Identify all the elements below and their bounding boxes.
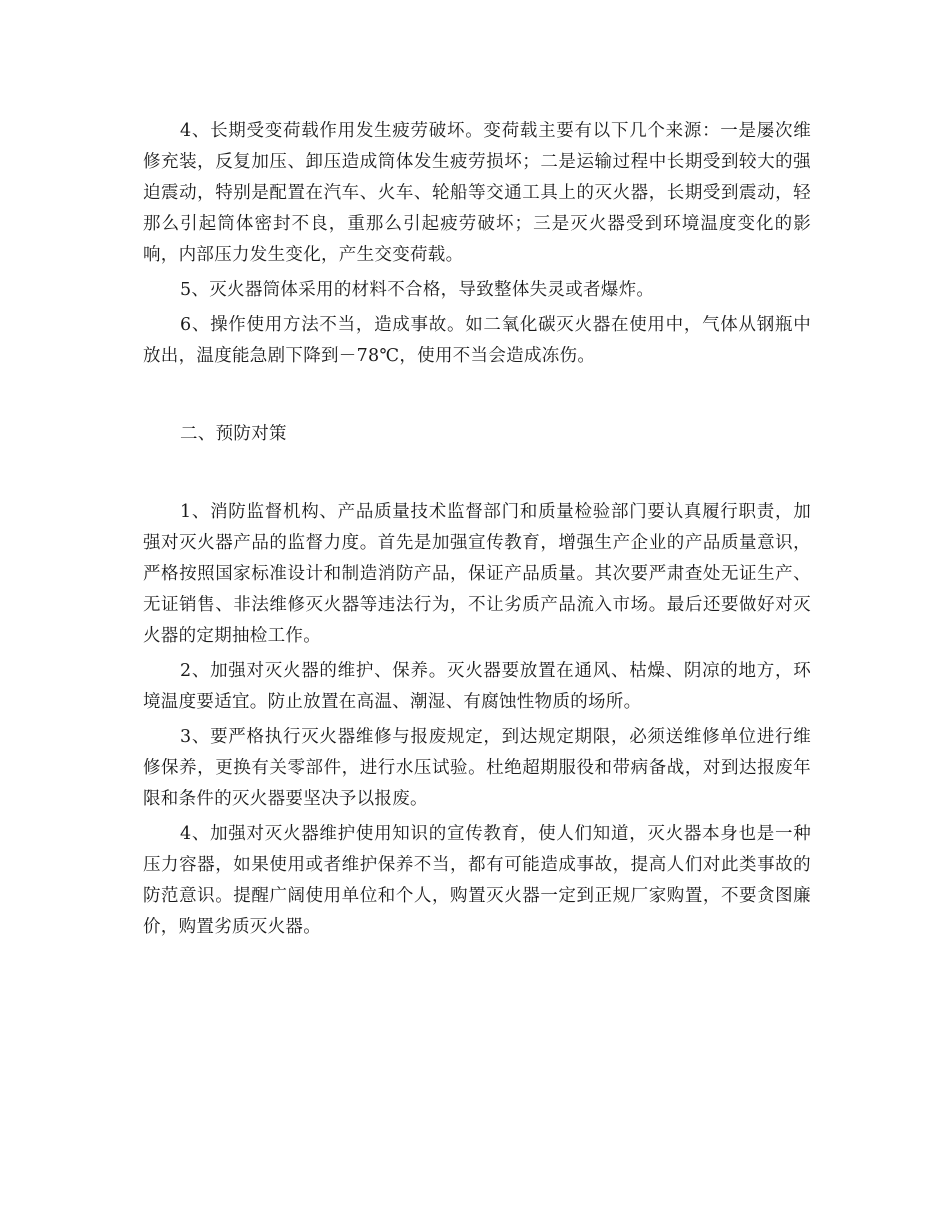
section-spacer (143, 450, 811, 497)
paragraph-item-4-fatigue: 4、长期受变荷载作用发生疲劳破坏。变荷载主要有以下几个来源：一是屡次维修充装，反复加压、卸压造成筒体发生疲劳损坏；二是运输过程中长期受到较大的强迫震动，特别是配置在汽车、火车、轮船等交通工具上的灭火器，长期受到震动，轻那么引起筒体密封不良，重那么引起疲劳破坏；三是灭火器受到环境温度变化的影响，内部压力发生变化，产生交变荷载。 (143, 121, 811, 265)
section-heading-prevention: 二、预防对策 (180, 424, 287, 444)
paragraph-item-5-material: 5、灭火器筒体采用的材料不合格，导致整体失灵或者爆炸。 (180, 280, 655, 300)
paragraph-measure-4-education: 4、加强对灭火器维护使用知识的宣传教育，使人们知道，灭火器本身也是一种压力容器，如果使用或者维护保养不当，都有可能造成事故，提高人们对此类事故的防范意识。提醒广阔使用单位和个人，购置灭火器一定到正规厂家购置，不要贪图廉价，购置劣质灭火器。 (143, 824, 811, 937)
paragraph-measure-1-supervision: 1、消防监督机构、产品质量技术监督部门和质量检验部门要认真履行职责，加强对灭火器产品的监督力度。首先是加强宣传教育，增强生产企业的产品质量意识，严格按照国家标准设计和制造消防产品，保证产品质量。其次要严肃查处无证生产、无证销售、非法维修灭火器等违法行为，不让劣质产品流入市场。最后还要做好对灭火器的定期抽检工作。 (143, 502, 811, 646)
paragraph-item-6-operation: 6、操作使用方法不当，造成事故。如二氧化碳灭火器在使用中，气体从钢瓶中放出，温度能急剧下降到－78℃，使用不当会造成冻伤。 (143, 315, 811, 366)
paragraph-measure-2-maintenance: 2、加强对灭火器的维护、保养。灭火器要放置在通风、枯燥、阴凉的地方，环境温度要适宜。防止放置在高温、潮湿、有腐蚀性物质的场所。 (143, 661, 811, 712)
document-body (143, 116, 811, 943)
section-spacer (143, 372, 811, 419)
paragraph-measure-3-scrapping: 3、要严格执行灭火器维修与报废规定，到达规定期限，必须送维修单位进行维修保养，更换有关零部件，进行水压试验。杜绝超期服役和带病备战，对到达报废年限和条件的灭火器要坚决予以报废。 (143, 727, 811, 809)
